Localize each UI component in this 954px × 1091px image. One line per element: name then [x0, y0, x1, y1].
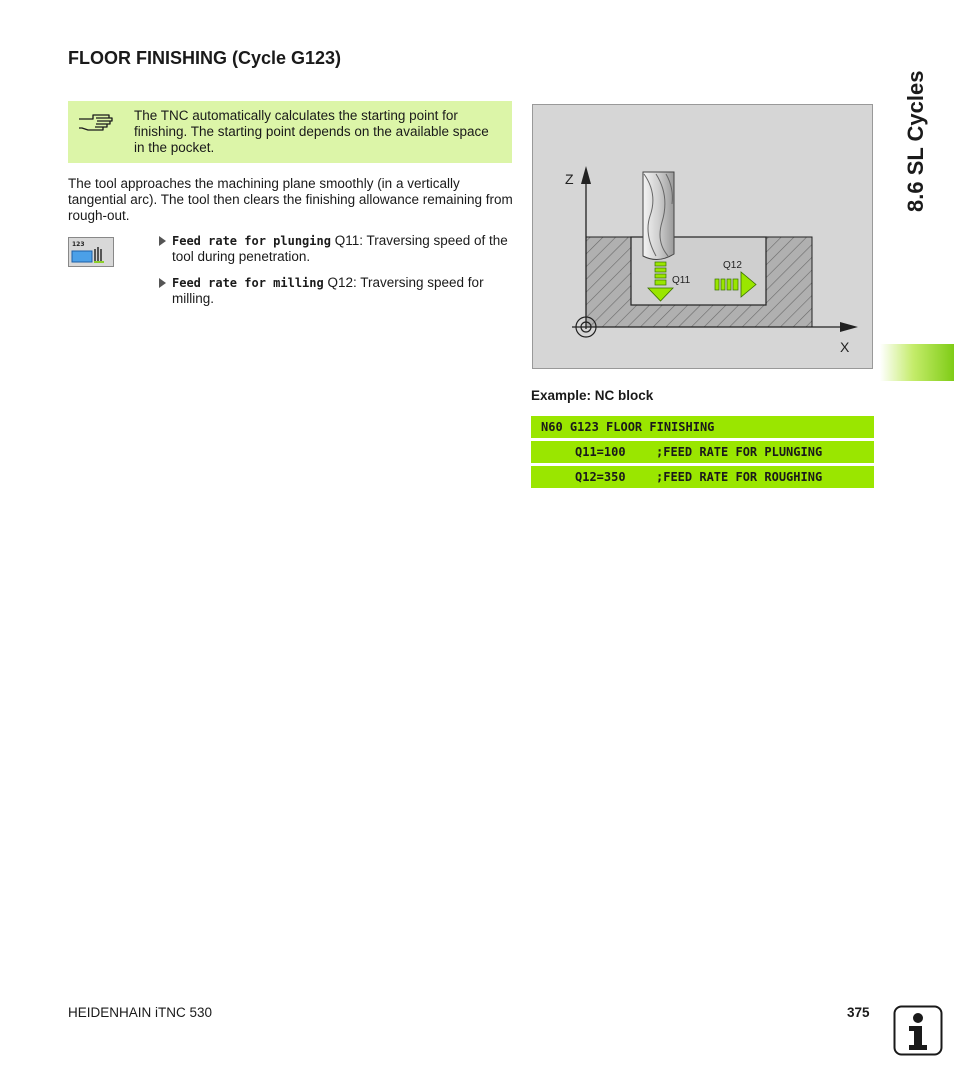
pointing-hand-icon	[76, 107, 116, 137]
note-box	[68, 101, 512, 163]
param-desc: Q12: Traversing speed for milling.	[172, 275, 484, 306]
q12-label: Q12	[723, 260, 742, 271]
page-number: 375	[847, 1005, 870, 1020]
cycle-softkey-icon[interactable]	[68, 237, 114, 267]
cycle-illustration	[532, 104, 873, 369]
q11-label: Q11	[672, 275, 691, 286]
nc-code: Q11=100	[575, 445, 626, 459]
nc-block-line	[531, 441, 874, 463]
param-q11	[159, 233, 514, 265]
section-title: FLOOR FINISHING (Cycle G123)	[68, 48, 342, 68]
softkey-label: 123	[72, 241, 85, 248]
nc-comment: ;FEED RATE FOR ROUGHING	[656, 470, 823, 484]
param-name: Feed rate for plunging	[172, 234, 331, 248]
bullet-arrow-icon	[159, 236, 166, 246]
param-desc: Q11: Traversing speed of the tool during penetration.	[172, 233, 508, 264]
nc-block-line	[531, 416, 874, 438]
nc-comment: ;FEED RATE FOR PLUNGING	[656, 445, 823, 459]
example-label: Example: NC block	[531, 388, 654, 403]
chapter-tab	[880, 344, 954, 381]
nc-block-line	[531, 466, 874, 488]
intro-text: The tool approaches the machining plane smoothly (in a vertically tangential arc). The tool then clears the finishing allowance remaining from rough-out.	[68, 176, 513, 223]
side-title-text: 8.6 SL Cycles	[903, 70, 928, 212]
param-name: Feed rate for milling	[172, 276, 324, 290]
nc-code: N60 G123 FLOOR FINISHING	[541, 420, 715, 434]
bullet-arrow-icon	[159, 278, 166, 288]
note-text: The TNC automatically calculates the starting point for finishing. The starting point depends on the available space in the pocket.	[134, 108, 489, 155]
footer-product: HEIDENHAIN iTNC 530	[68, 1005, 213, 1020]
axis-x-label: X	[840, 339, 850, 355]
info-icon	[893, 1005, 943, 1056]
axis-z-label: Z	[565, 171, 574, 187]
chapter-side-title	[893, 40, 933, 220]
nc-code: Q12=350	[575, 470, 626, 484]
param-q12	[159, 275, 514, 307]
